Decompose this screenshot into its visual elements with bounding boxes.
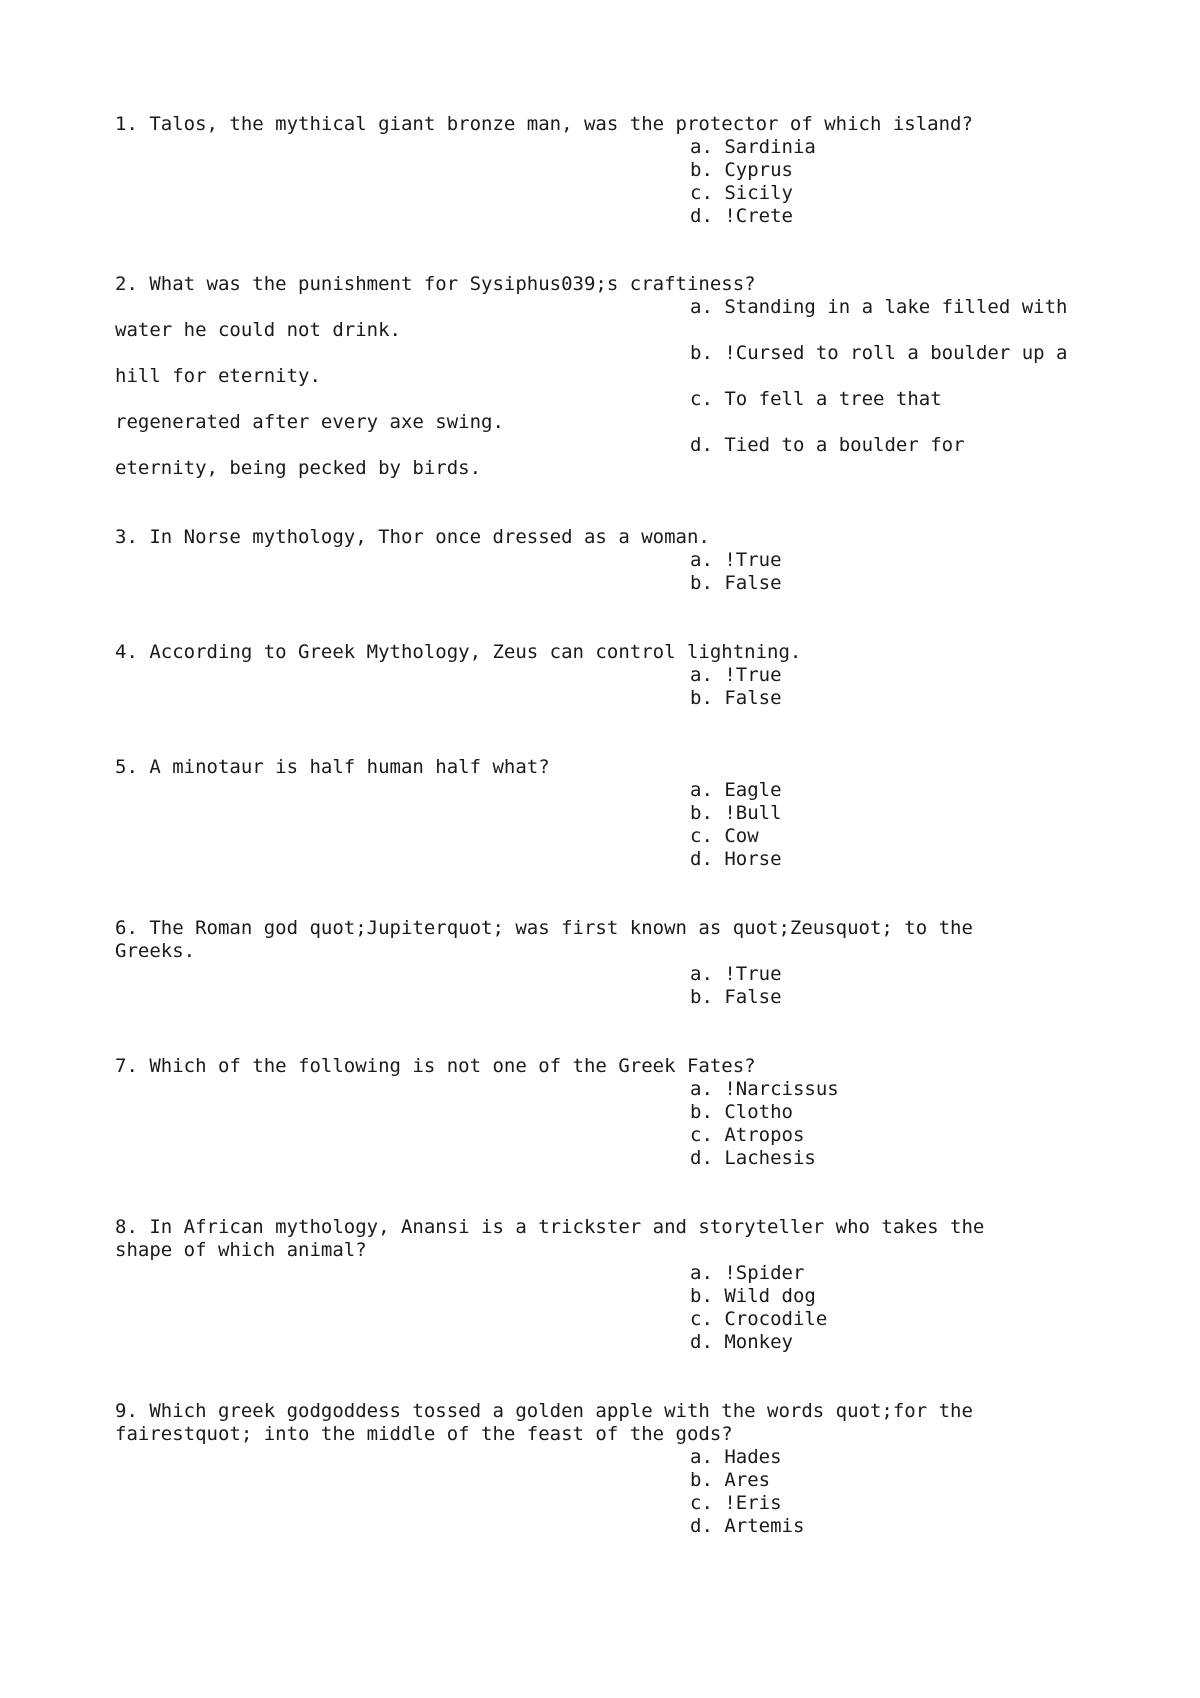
question-7-answer-a: a. !Narcissus [690,1078,839,1100]
question-2-answer-a: a. Standing in a lake filled with [690,296,1068,318]
question-1-answer-c: c. Sicily [690,182,793,204]
question-1-answer-a: a. Sardinia [690,136,816,158]
question-1-answer-d: d. !Crete [690,205,793,227]
question-4-answer-b: b. False [690,687,782,709]
question-6-answer-b: b. False [690,986,782,1008]
question-2-answer-d-cont: eternity, being pecked by birds. [115,457,482,479]
question-2-answer-c-cont: regenerated after every axe swing. [115,411,504,433]
question-2-answer-a-cont: water he could not drink. [115,319,401,341]
question-9-answer-c: c. !Eris [690,1492,782,1514]
question-6-text: 6. The Roman god quot;Jupiterquot; was first known as quot;Zeusquot; to the [115,917,973,939]
question-4-answer-a: a. !True [690,664,782,686]
question-6-answer-a: a. !True [690,963,782,985]
question-8-answer-d: d. Monkey [690,1331,793,1353]
question-8-answer-a: a. !Spider [690,1262,805,1284]
question-5-answer-c: c. Cow [690,825,759,847]
question-4-text: 4. According to Greek Mythology, Zeus can control lightning. [115,641,802,663]
question-7-answer-c: c. Atropos [690,1124,805,1146]
question-3-answer-a: a. !True [690,549,782,571]
question-9-answer-a: a. Hades [690,1446,782,1468]
question-5-answer-d: d. Horse [690,848,782,870]
question-7-answer-d: d. Lachesis [690,1147,816,1169]
question-9-answer-d: d. Artemis [690,1515,805,1537]
question-3-text: 3. In Norse mythology, Thor once dressed as a woman. [115,526,710,548]
question-7-answer-b: b. Clotho [690,1101,793,1123]
question-5-answer-a: a. Eagle [690,779,782,801]
question-2-answer-b-cont: hill for eternity. [115,365,321,387]
question-1-answer-b: b. Cyprus [690,159,793,181]
question-2-answer-c: c. To fell a tree that [690,388,942,410]
question-8-answer-b: b. Wild dog [690,1285,816,1307]
question-8-answer-c: c. Crocodile [690,1308,828,1330]
question-9-text-cont: fairestquot; into the middle of the feast of the gods? [115,1423,733,1445]
question-6-text-cont: Greeks. [115,940,196,962]
question-5-text: 5. A minotaur is half human half what? [115,756,550,778]
question-9-answer-b: b. Ares [690,1469,771,1491]
question-2-answer-b: b. !Cursed to roll a boulder up a [690,342,1068,364]
question-8-text-cont: shape of which animal? [115,1239,367,1261]
question-2-text: 2. What was the punishment for Sysiphus039;s craftiness? [115,273,756,295]
question-5-answer-b: b. !Bull [690,802,782,824]
question-8-text: 8. In African mythology, Anansi is a trickster and storyteller who takes the [115,1216,985,1238]
question-9-text: 9. Which greek godgoddess tossed a golden apple with the words quot;for the [115,1400,973,1422]
question-1-text: 1. Talos, the mythical giant bronze man, was the protector of which island? [115,113,973,135]
question-7-text: 7. Which of the following is not one of the Greek Fates? [115,1055,756,1077]
question-3-answer-b: b. False [690,572,782,594]
question-2-answer-d: d. Tied to a boulder for [690,434,965,456]
